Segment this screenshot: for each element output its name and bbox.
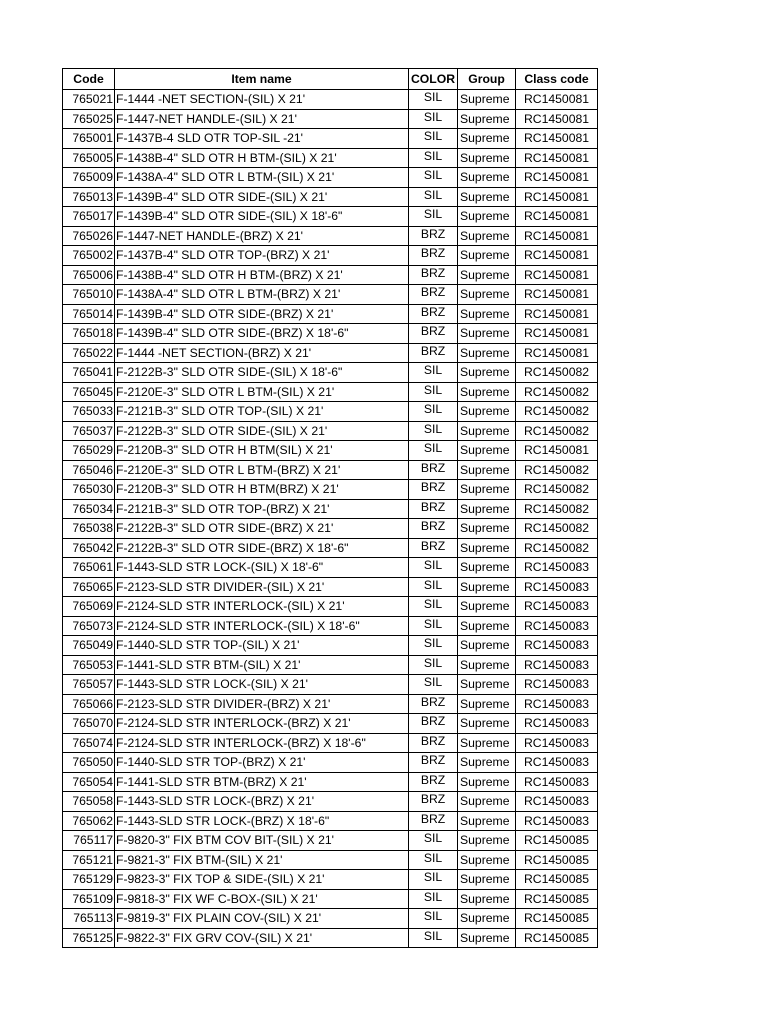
- cell-color: SIL: [409, 168, 458, 188]
- cell-class-code: RC1450082: [516, 460, 598, 480]
- cell-code: 765117: [63, 831, 115, 851]
- cell-item-name: F-1443-SLD STR LOCK-(SIL) X 21': [115, 675, 409, 695]
- cell-color: SIL: [409, 655, 458, 675]
- header-group: Group: [458, 69, 516, 90]
- cell-color: SIL: [409, 831, 458, 851]
- cell-class-code: RC1450085: [516, 850, 598, 870]
- cell-item-name: F-1439B-4" SLD OTR SIDE-(SIL) X 18'-6": [115, 207, 409, 227]
- cell-group: Supreme: [458, 324, 516, 344]
- table-row: [63, 538, 598, 558]
- cell-class-code: RC1450081: [516, 304, 598, 324]
- cell-group: Supreme: [458, 109, 516, 129]
- cell-item-name: F-2120B-3" SLD OTR H BTM(BRZ) X 21': [115, 480, 409, 500]
- cell-group: Supreme: [458, 675, 516, 695]
- table-row: [63, 616, 598, 636]
- table-row: [63, 304, 598, 324]
- cell-item-name: F-2124-SLD STR INTERLOCK-(SIL) X 21': [115, 597, 409, 617]
- cell-color: BRZ: [409, 304, 458, 324]
- cell-group: Supreme: [458, 909, 516, 929]
- table-row: [63, 714, 598, 734]
- cell-color: BRZ: [409, 265, 458, 285]
- cell-code: 765062: [63, 811, 115, 831]
- table-row: [63, 831, 598, 851]
- cell-class-code: RC1450081: [516, 343, 598, 363]
- cell-code: 765010: [63, 285, 115, 305]
- cell-item-name: F-1439B-4" SLD OTR SIDE-(BRZ) X 18'-6": [115, 324, 409, 344]
- cell-code: 765058: [63, 792, 115, 812]
- cell-color: SIL: [409, 675, 458, 695]
- cell-class-code: RC1450082: [516, 538, 598, 558]
- cell-color: BRZ: [409, 753, 458, 773]
- cell-color: SIL: [409, 636, 458, 656]
- table-row: [63, 382, 598, 402]
- cell-code: 765049: [63, 636, 115, 656]
- cell-group: Supreme: [458, 129, 516, 149]
- cell-color: BRZ: [409, 733, 458, 753]
- cell-code: 765037: [63, 421, 115, 441]
- cell-item-name: F-1443-SLD STR LOCK-(BRZ) X 18'-6": [115, 811, 409, 831]
- cell-color: BRZ: [409, 694, 458, 714]
- cell-group: Supreme: [458, 519, 516, 539]
- cell-color: SIL: [409, 616, 458, 636]
- cell-item-name: F-2120E-3" SLD OTR L BTM-(BRZ) X 21': [115, 460, 409, 480]
- cell-group: Supreme: [458, 850, 516, 870]
- cell-class-code: RC1450083: [516, 675, 598, 695]
- cell-code: 765054: [63, 772, 115, 792]
- cell-code: 765006: [63, 265, 115, 285]
- cell-color: BRZ: [409, 519, 458, 539]
- cell-class-code: RC1450085: [516, 909, 598, 929]
- cell-item-name: F-9823-3" FIX TOP & SIDE-(SIL) X 21': [115, 870, 409, 890]
- cell-code: 765053: [63, 655, 115, 675]
- cell-code: 765021: [63, 90, 115, 110]
- cell-item-name: F-1443-SLD STR LOCK-(BRZ) X 21': [115, 792, 409, 812]
- item-table: [62, 68, 598, 948]
- cell-code: 765042: [63, 538, 115, 558]
- table-row: [63, 519, 598, 539]
- cell-group: Supreme: [458, 168, 516, 188]
- cell-color: SIL: [409, 402, 458, 422]
- table-row: [63, 597, 598, 617]
- table-row: [63, 480, 598, 500]
- cell-color: BRZ: [409, 811, 458, 831]
- cell-color: SIL: [409, 148, 458, 168]
- cell-group: Supreme: [458, 714, 516, 734]
- cell-class-code: RC1450081: [516, 246, 598, 266]
- cell-item-name: F-1438B-4" SLD OTR H BTM-(SIL) X 21': [115, 148, 409, 168]
- cell-group: Supreme: [458, 265, 516, 285]
- cell-class-code: RC1450082: [516, 499, 598, 519]
- cell-group: Supreme: [458, 441, 516, 461]
- table-body: [63, 90, 598, 948]
- table-row: [63, 129, 598, 149]
- cell-code: 765034: [63, 499, 115, 519]
- cell-color: BRZ: [409, 714, 458, 734]
- cell-color: SIL: [409, 129, 458, 149]
- table-row: [63, 343, 598, 363]
- cell-color: SIL: [409, 109, 458, 129]
- cell-class-code: RC1450083: [516, 753, 598, 773]
- cell-color: SIL: [409, 558, 458, 578]
- cell-class-code: RC1450081: [516, 129, 598, 149]
- cell-item-name: F-2120B-3" SLD OTR H BTM(SIL) X 21': [115, 441, 409, 461]
- cell-class-code: RC1450082: [516, 382, 598, 402]
- cell-item-name: F-1441-SLD STR BTM-(SIL) X 21': [115, 655, 409, 675]
- cell-item-name: F-1440-SLD STR TOP-(BRZ) X 21': [115, 753, 409, 773]
- cell-item-name: F-1439B-4" SLD OTR SIDE-(BRZ) X 21': [115, 304, 409, 324]
- table-row: [63, 772, 598, 792]
- cell-code: 765018: [63, 324, 115, 344]
- table-row: [63, 870, 598, 890]
- cell-code: 765001: [63, 129, 115, 149]
- cell-class-code: RC1450083: [516, 733, 598, 753]
- cell-code: 765029: [63, 441, 115, 461]
- cell-group: Supreme: [458, 577, 516, 597]
- cell-color: BRZ: [409, 246, 458, 266]
- cell-item-name: F-2122B-3" SLD OTR SIDE-(SIL) X 18'-6": [115, 363, 409, 383]
- cell-group: Supreme: [458, 558, 516, 578]
- cell-item-name: F-2121B-3" SLD OTR TOP-(SIL) X 21': [115, 402, 409, 422]
- table-row: [63, 207, 598, 227]
- header-class-code: Class code: [516, 69, 598, 90]
- cell-class-code: RC1450081: [516, 226, 598, 246]
- cell-code: 765121: [63, 850, 115, 870]
- cell-item-name: F-2123-SLD STR DIVIDER-(BRZ) X 21': [115, 694, 409, 714]
- cell-code: 765129: [63, 870, 115, 890]
- cell-group: Supreme: [458, 246, 516, 266]
- cell-color: BRZ: [409, 324, 458, 344]
- cell-item-name: F-2120E-3" SLD OTR L BTM-(SIL) X 21': [115, 382, 409, 402]
- table-row: [63, 168, 598, 188]
- cell-item-name: F-2123-SLD STR DIVIDER-(SIL) X 21': [115, 577, 409, 597]
- cell-item-name: F-9822-3" FIX GRV COV-(SIL) X 21': [115, 928, 409, 948]
- cell-group: Supreme: [458, 480, 516, 500]
- cell-color: BRZ: [409, 772, 458, 792]
- table-row: [63, 928, 598, 948]
- cell-code: 765013: [63, 187, 115, 207]
- table-row: [63, 733, 598, 753]
- table-row: [63, 324, 598, 344]
- cell-group: Supreme: [458, 811, 516, 831]
- cell-item-name: F-2122B-3" SLD OTR SIDE-(SIL) X 21': [115, 421, 409, 441]
- cell-item-name: F-2124-SLD STR INTERLOCK-(BRZ) X 21': [115, 714, 409, 734]
- table-row: [63, 655, 598, 675]
- header-code: Code: [63, 69, 115, 90]
- cell-group: Supreme: [458, 226, 516, 246]
- cell-code: 765050: [63, 753, 115, 773]
- cell-color: SIL: [409, 441, 458, 461]
- cell-code: 765069: [63, 597, 115, 617]
- cell-class-code: RC1450081: [516, 90, 598, 110]
- table-row: [63, 499, 598, 519]
- cell-class-code: RC1450082: [516, 519, 598, 539]
- cell-item-name: F-1438B-4" SLD OTR H BTM-(BRZ) X 21': [115, 265, 409, 285]
- cell-class-code: RC1450085: [516, 928, 598, 948]
- cell-class-code: RC1450083: [516, 655, 598, 675]
- cell-group: Supreme: [458, 90, 516, 110]
- cell-group: Supreme: [458, 421, 516, 441]
- cell-class-code: RC1450081: [516, 109, 598, 129]
- cell-code: 765005: [63, 148, 115, 168]
- cell-code: 765046: [63, 460, 115, 480]
- cell-color: SIL: [409, 889, 458, 909]
- cell-color: SIL: [409, 421, 458, 441]
- table-row: [63, 850, 598, 870]
- cell-class-code: RC1450081: [516, 168, 598, 188]
- cell-class-code: RC1450083: [516, 792, 598, 812]
- cell-color: BRZ: [409, 285, 458, 305]
- table-row: [63, 636, 598, 656]
- table-row: [63, 285, 598, 305]
- cell-color: SIL: [409, 928, 458, 948]
- cell-code: 765066: [63, 694, 115, 714]
- cell-code: 765030: [63, 480, 115, 500]
- cell-group: Supreme: [458, 597, 516, 617]
- cell-item-name: F-9820-3" FIX BTM COV BIT-(SIL) X 21': [115, 831, 409, 851]
- header-color: COLOR: [409, 69, 458, 90]
- table-row: [63, 90, 598, 110]
- cell-group: Supreme: [458, 928, 516, 948]
- cell-group: Supreme: [458, 499, 516, 519]
- cell-group: Supreme: [458, 831, 516, 851]
- table-row: [63, 460, 598, 480]
- table-row: [63, 694, 598, 714]
- cell-code: 765009: [63, 168, 115, 188]
- cell-code: 765057: [63, 675, 115, 695]
- cell-item-name: F-9819-3" FIX PLAIN COV-(SIL) X 21': [115, 909, 409, 929]
- table-row: [63, 792, 598, 812]
- cell-code: 765065: [63, 577, 115, 597]
- cell-class-code: RC1450082: [516, 402, 598, 422]
- header-item-name: Item name: [115, 69, 409, 90]
- cell-color: BRZ: [409, 226, 458, 246]
- cell-code: 765022: [63, 343, 115, 363]
- cell-item-name: F-1441-SLD STR BTM-(BRZ) X 21': [115, 772, 409, 792]
- cell-group: Supreme: [458, 733, 516, 753]
- cell-code: 765038: [63, 519, 115, 539]
- cell-group: Supreme: [458, 285, 516, 305]
- table-row: [63, 909, 598, 929]
- cell-code: 765070: [63, 714, 115, 734]
- table-row: [63, 441, 598, 461]
- cell-code: 765025: [63, 109, 115, 129]
- cell-code: 765073: [63, 616, 115, 636]
- cell-group: Supreme: [458, 792, 516, 812]
- cell-class-code: RC1450081: [516, 207, 598, 227]
- table-row: [63, 187, 598, 207]
- cell-class-code: RC1450081: [516, 148, 598, 168]
- cell-class-code: RC1450082: [516, 480, 598, 500]
- cell-class-code: RC1450081: [516, 265, 598, 285]
- cell-code: 765113: [63, 909, 115, 929]
- cell-color: SIL: [409, 207, 458, 227]
- cell-group: Supreme: [458, 304, 516, 324]
- cell-group: Supreme: [458, 382, 516, 402]
- cell-item-name: F-1444 -NET SECTION-(BRZ) X 21': [115, 343, 409, 363]
- cell-item-name: F-9818-3" FIX WF C-BOX-(SIL) X 21': [115, 889, 409, 909]
- cell-item-name: F-1438A-4" SLD OTR L BTM-(SIL) X 21': [115, 168, 409, 188]
- cell-item-name: F-2122B-3" SLD OTR SIDE-(BRZ) X 18'-6": [115, 538, 409, 558]
- cell-code: 765026: [63, 226, 115, 246]
- cell-class-code: RC1450083: [516, 577, 598, 597]
- cell-color: SIL: [409, 577, 458, 597]
- cell-group: Supreme: [458, 694, 516, 714]
- cell-class-code: RC1450085: [516, 831, 598, 851]
- cell-item-name: F-1447-NET HANDLE-(SIL) X 21': [115, 109, 409, 129]
- cell-item-name: F-1437B-4 SLD OTR TOP-SIL -21': [115, 129, 409, 149]
- table-row: [63, 558, 598, 578]
- table-row: [63, 109, 598, 129]
- cell-group: Supreme: [458, 636, 516, 656]
- cell-color: SIL: [409, 909, 458, 929]
- cell-group: Supreme: [458, 187, 516, 207]
- cell-group: Supreme: [458, 538, 516, 558]
- cell-color: SIL: [409, 90, 458, 110]
- cell-group: Supreme: [458, 207, 516, 227]
- cell-color: BRZ: [409, 480, 458, 500]
- cell-group: Supreme: [458, 402, 516, 422]
- table-row: [63, 265, 598, 285]
- cell-code: 765109: [63, 889, 115, 909]
- cell-color: BRZ: [409, 538, 458, 558]
- cell-item-name: F-1438A-4" SLD OTR L BTM-(BRZ) X 21': [115, 285, 409, 305]
- cell-color: SIL: [409, 363, 458, 383]
- cell-color: BRZ: [409, 499, 458, 519]
- cell-code: 765125: [63, 928, 115, 948]
- cell-item-name: F-2124-SLD STR INTERLOCK-(SIL) X 18'-6": [115, 616, 409, 636]
- cell-item-name: F-1444 -NET SECTION-(SIL) X 21': [115, 90, 409, 110]
- cell-group: Supreme: [458, 753, 516, 773]
- cell-class-code: RC1450083: [516, 714, 598, 734]
- cell-color: BRZ: [409, 343, 458, 363]
- cell-class-code: RC1450085: [516, 870, 598, 890]
- cell-color: SIL: [409, 597, 458, 617]
- table-row: [63, 246, 598, 266]
- cell-class-code: RC1450083: [516, 772, 598, 792]
- cell-code: 765061: [63, 558, 115, 578]
- header-row: [63, 69, 598, 90]
- cell-class-code: RC1450081: [516, 187, 598, 207]
- cell-code: 765002: [63, 246, 115, 266]
- cell-item-name: F-1443-SLD STR LOCK-(SIL) X 18'-6": [115, 558, 409, 578]
- cell-group: Supreme: [458, 343, 516, 363]
- table-row: [63, 363, 598, 383]
- table-row: [63, 402, 598, 422]
- cell-code: 765074: [63, 733, 115, 753]
- cell-code: 765041: [63, 363, 115, 383]
- cell-code: 765014: [63, 304, 115, 324]
- cell-group: Supreme: [458, 870, 516, 890]
- cell-item-name: F-1437B-4" SLD OTR TOP-(BRZ) X 21': [115, 246, 409, 266]
- table-row: [63, 675, 598, 695]
- cell-group: Supreme: [458, 655, 516, 675]
- cell-class-code: RC1450083: [516, 597, 598, 617]
- cell-class-code: RC1450082: [516, 421, 598, 441]
- cell-color: SIL: [409, 187, 458, 207]
- cell-color: BRZ: [409, 460, 458, 480]
- cell-group: Supreme: [458, 772, 516, 792]
- cell-group: Supreme: [458, 889, 516, 909]
- table-row: [63, 577, 598, 597]
- cell-color: SIL: [409, 382, 458, 402]
- cell-group: Supreme: [458, 363, 516, 383]
- cell-group: Supreme: [458, 616, 516, 636]
- cell-class-code: RC1450083: [516, 616, 598, 636]
- table-row: [63, 421, 598, 441]
- table-row: [63, 889, 598, 909]
- cell-class-code: RC1450081: [516, 441, 598, 461]
- cell-color: BRZ: [409, 792, 458, 812]
- cell-class-code: RC1450083: [516, 811, 598, 831]
- cell-item-name: F-2121B-3" SLD OTR TOP-(BRZ) X 21': [115, 499, 409, 519]
- cell-group: Supreme: [458, 460, 516, 480]
- cell-code: 765045: [63, 382, 115, 402]
- cell-item-name: F-2124-SLD STR INTERLOCK-(BRZ) X 18'-6": [115, 733, 409, 753]
- table-row: [63, 148, 598, 168]
- cell-item-name: F-9821-3" FIX BTM-(SIL) X 21': [115, 850, 409, 870]
- cell-item-name: F-2122B-3" SLD OTR SIDE-(BRZ) X 21': [115, 519, 409, 539]
- cell-code: 765017: [63, 207, 115, 227]
- table-row: [63, 226, 598, 246]
- cell-class-code: RC1450081: [516, 324, 598, 344]
- cell-class-code: RC1450085: [516, 889, 598, 909]
- cell-item-name: F-1440-SLD STR TOP-(SIL) X 21': [115, 636, 409, 656]
- cell-item-name: F-1439B-4" SLD OTR SIDE-(SIL) X 21': [115, 187, 409, 207]
- cell-class-code: RC1450083: [516, 636, 598, 656]
- cell-class-code: RC1450081: [516, 285, 598, 305]
- cell-class-code: RC1450083: [516, 558, 598, 578]
- cell-group: Supreme: [458, 148, 516, 168]
- table-row: [63, 753, 598, 773]
- cell-class-code: RC1450082: [516, 363, 598, 383]
- cell-color: SIL: [409, 870, 458, 890]
- table-row: [63, 811, 598, 831]
- cell-class-code: RC1450083: [516, 694, 598, 714]
- cell-color: SIL: [409, 850, 458, 870]
- cell-item-name: F-1447-NET HANDLE-(BRZ) X 21': [115, 226, 409, 246]
- cell-code: 765033: [63, 402, 115, 422]
